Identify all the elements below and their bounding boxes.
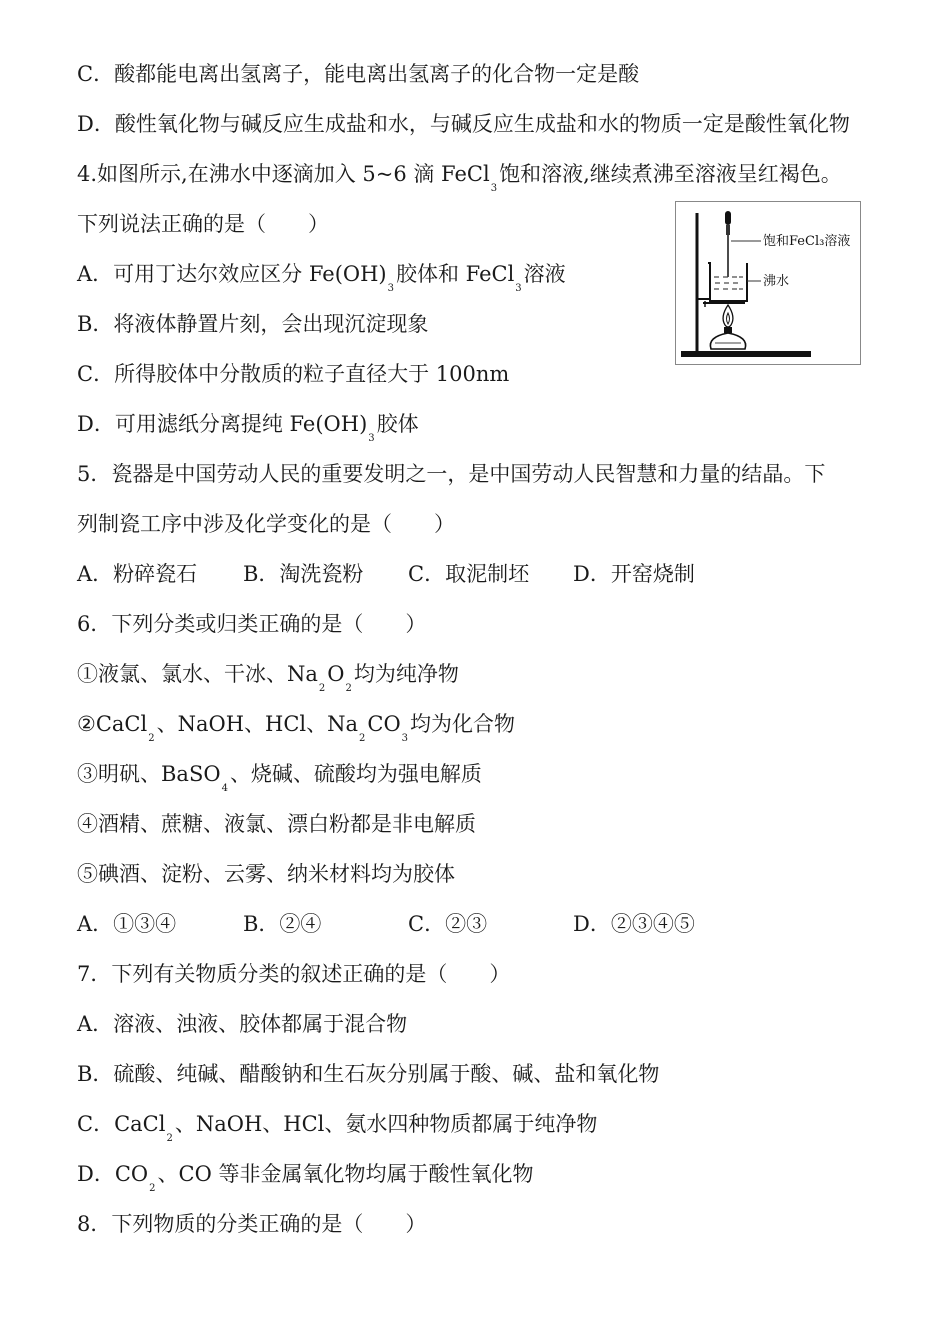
q7-option-b: B．硫酸、纯碱、醋酸钠和生石灰分别属于酸、碱、盐和氧化物 <box>77 1062 660 1086</box>
figure-label-water: 沸水 <box>763 274 790 289</box>
q6-options <box>77 910 877 938</box>
q4-option-d: D．可用滤纸分离提纯 $Fe(OH)_3$胶体 <box>77 412 419 444</box>
q6-item-5: ⑤碘酒、淀粉、云雾、纳米材料均为胶体 <box>77 862 455 886</box>
q6-option-b: B．②④ <box>243 912 322 936</box>
q6-item-4: ④酒精、蔗糖、液氯、漂白粉都是非电解质 <box>77 812 476 836</box>
q6-item-1: ①液氯、氯水、干冰、$Na_2O_2$均为纯净物 <box>77 662 459 694</box>
q5-option-d: D．开窑烧制 <box>573 562 695 586</box>
q5-options <box>77 560 877 588</box>
q5-option-a: A．粉碎瓷石 <box>77 562 198 586</box>
q7-option-d: D．$CO_2$、CO 等非金属氧化物均属于酸性氧化物 <box>77 1162 534 1194</box>
apparatus-figure <box>675 201 861 365</box>
q8-stem: 8．下列物质的分类正确的是（ ） <box>77 1212 427 1236</box>
q5-option-c: C．取泥制坯 <box>408 562 530 586</box>
q6-option-a: A．①③④ <box>77 912 177 936</box>
q7-stem: 7．下列有关物质分类的叙述正确的是（ ） <box>77 962 511 986</box>
q6-item-2: ②CaCl$_2$、NaOH、HCl、$Na_2CO_3$均为化合物 <box>77 712 516 744</box>
q6-stem: 6．下列分类或归类正确的是（ ） <box>77 612 427 636</box>
q6-option-c: C．②③ <box>408 912 488 936</box>
q4-stem-line1: 4.如图所示,在沸水中逐滴加入 5~6 滴 FeCl$_3$饱和溶液,继续煮沸至溶液呈红褐色。 <box>77 162 842 194</box>
q6-option-d: D．②③④⑤ <box>573 912 695 936</box>
q3-option-d: D．酸性氧化物与碱反应生成盐和水，与碱反应生成盐和水的物质一定是酸性氧化物 <box>77 112 850 136</box>
q5-option-b: B．淘洗瓷粉 <box>243 562 364 586</box>
q3-option-c: C．酸都能电离出氢离子，能电离出氢离子的化合物一定是酸 <box>77 62 640 86</box>
q4-option-a: A．可用丁达尔效应区分 $Fe(OH)_3$胶体和 FeCl$_3$溶液 <box>77 262 566 294</box>
q7-option-a: A．溶液、浊液、胶体都属于混合物 <box>77 1012 408 1036</box>
q5-stem-line1: 5．瓷器是中国劳动人民的重要发明之一，是中国劳动人民智慧和力量的结晶。下 <box>77 462 826 486</box>
q5-stem-line2: 列制瓷工序中涉及化学变化的是（ ） <box>77 512 455 536</box>
q4-option-c: C．所得胶体中分散质的粒子直径大于 100nm <box>77 362 510 386</box>
q4-option-b: B．将液体静置片刻，会出现沉淀现象 <box>77 312 429 336</box>
q4-stem-line2: 下列说法正确的是（ ） <box>77 212 329 236</box>
q7-option-c: C．CaCl$_2$、NaOH、HCl、氨水四种物质都属于纯净物 <box>77 1112 598 1144</box>
q6-item-3: ③明矾、BaSO$_4$、烧碱、硫酸均为强电解质 <box>77 762 482 794</box>
figure-label-fecl3: 饱和FeCl₃溶液 <box>763 234 851 249</box>
